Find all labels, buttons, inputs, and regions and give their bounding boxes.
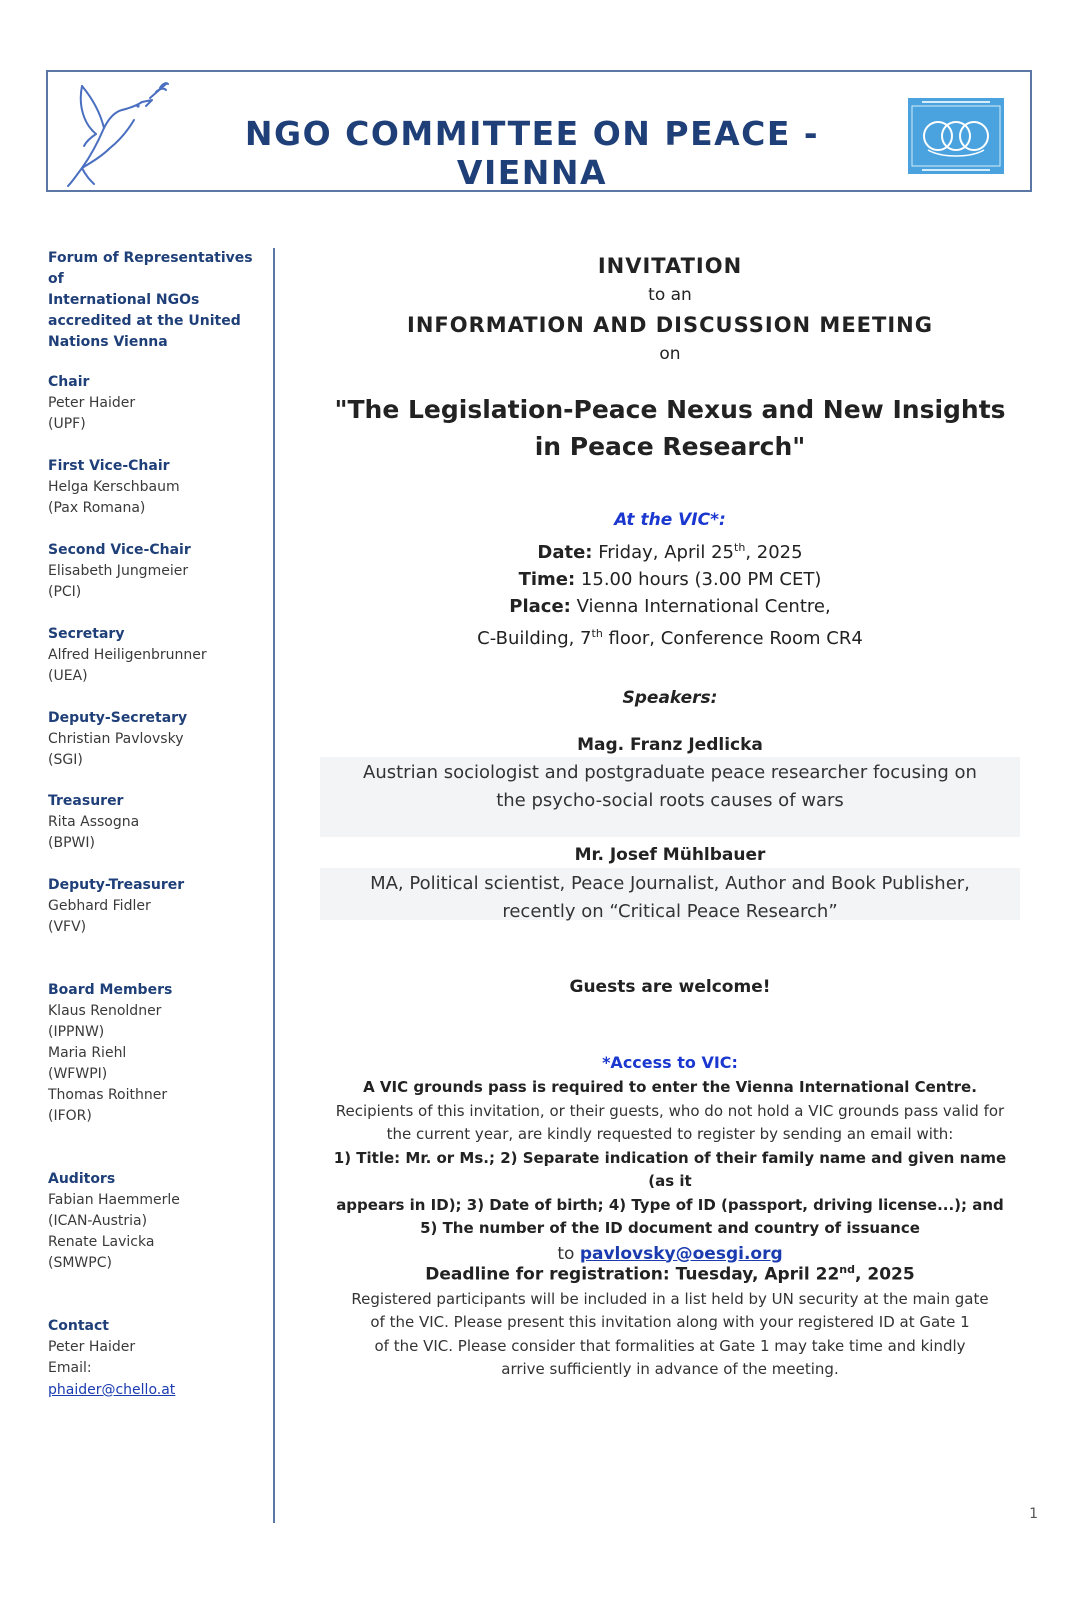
guests-welcome: Guests are welcome! (569, 977, 771, 997)
deadline-section: Deadline for registration: Tuesday, April 22nd, 2025 Registered participants will be included in a list held by UN security at the main gate of the VIC. Please present this invitation along with your registered ID at Gate 1 of the VIC. Please consider that formalities at Gate 1 may take time and kindly arrive sufficiently in advance of the meeting. (320, 1257, 1020, 1382)
meeting-date: Date: Friday, April 25th, 2025 (537, 541, 803, 563)
page-number: 1 (1029, 1506, 1038, 1522)
meeting-topic: "The Legislation-Peace Nexus and New Insights in Peace Research" (334, 395, 1006, 461)
speakers-label: Speakers: (622, 688, 718, 708)
speaker-name: Mag. Franz Jedlicka (577, 735, 763, 755)
sidebar-second-vice-chair: Second Vice-Chair Elisabeth Jungmeier (PCI) (48, 542, 191, 600)
contact-email-link[interactable]: phaider@chello.at (48, 1382, 176, 1398)
meeting-room: C-Building, 7th floor, Conference Room CR4 (477, 627, 863, 649)
sidebar-first-vice-chair: First Vice-Chair Helga Kerschbaum (Pax Romana) (48, 458, 180, 516)
sidebar-divider (273, 248, 275, 1523)
sidebar-secretary: Secretary Alfred Heiligenbrunner (UEA) (48, 626, 207, 684)
deadline-heading: Deadline for registration: Tuesday, April 22nd, 2025 (425, 1263, 915, 1285)
dove-icon (62, 76, 172, 188)
sidebar-contact: Contact Peter Haider Email: phaider@chello.at (48, 1318, 176, 1398)
grounds-pass-note: A VIC grounds pass is required to enter the Vienna International Centre. (363, 1078, 977, 1096)
venue-details (320, 506, 1020, 652)
sidebar (48, 248, 263, 1398)
speaker-2 (320, 842, 1020, 920)
access-section: *Access to VIC: A VIC grounds pass is required to enter the Vienna International Centre. Recipients of this invitation, or their guests, who do not hold a VIC grounds pass valid for the current year, are kindly requested to register by sending an email with: 1) Title: Mr. or Ms.; 2) Separate indication of their family name and given name (as it appears in ID); 3) Date of birth; 4) Type of ID (passport, driving license...); and 5) The number of the ID document and country of issuance to pavlovsky@oesgi.org (320, 1050, 1020, 1267)
sidebar-board-members: Board Members Klaus Renoldner (IPPNW) Maria Riehl (WFWPI) Thomas Roithner (IFOR) (48, 982, 173, 1124)
meeting-type: INFORMATION AND DISCUSSION MEETING (407, 313, 933, 337)
forum-description: Forum of Representatives of International NGOs accredited at the United Nations Vienna (48, 250, 253, 350)
sidebar-auditors: Auditors Fabian Haemmerle (ICAN-Austria) Renate Lavicka (SMWPC) (48, 1171, 180, 1271)
banner-title: NGO COMMITTEE ON PEACE - VIENNA (244, 114, 820, 192)
meeting-place: Place: Vienna International Centre, (509, 596, 831, 617)
speaker-description: Austrian sociologist and postgraduate peace researcher focusing on the psycho-social roots causes of wars (320, 757, 1020, 837)
access-heading: *Access to VIC: (602, 1053, 738, 1072)
header-banner (46, 70, 1032, 192)
speaker-name: Mr. Josef Mühlbauer (574, 845, 766, 865)
meeting-time: Time: 15.00 hours (3.00 PM CET) (518, 569, 822, 590)
speaker-1 (320, 733, 1020, 837)
invitation-heading: INVITATION to an INFORMATION AND DISCUSSION MEETING on (320, 252, 1020, 368)
registration-email-link[interactable]: pavlovsky@oesgi.org (579, 1243, 783, 1264)
sidebar-deputy-secretary: Deputy-Secretary Christian Pavlovsky (SGI) (48, 710, 188, 768)
ngo-logo (908, 98, 1004, 174)
venue-heading: At the VIC*: (614, 510, 726, 530)
sidebar-chair: Chair Peter Haider (UPF) (48, 374, 136, 432)
speakers-section (320, 685, 1020, 711)
sidebar-deputy-treasurer: Deputy-Treasurer Gebhard Fidler (VFV) (48, 877, 185, 935)
invitation-title: INVITATION (597, 254, 743, 278)
speaker-description: MA, Political scientist, Peace Journalist, Author and Book Publisher, recently on “Critical Peace Research” (320, 868, 1020, 920)
sidebar-treasurer: Treasurer Rita Assogna (BPWI) (48, 793, 140, 851)
